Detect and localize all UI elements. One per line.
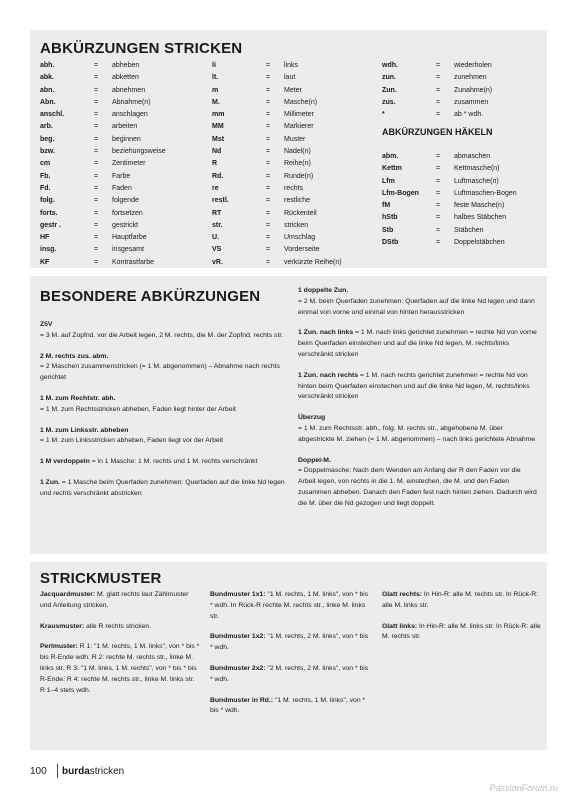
definition-term: Glatt links: xyxy=(382,622,418,630)
abbreviation-meaning: Luftmasche(n) xyxy=(454,177,499,185)
definition-term: Krausmuster: xyxy=(40,622,85,630)
abbreviation-meaning: Markierer xyxy=(284,123,314,131)
abbreviations-title: ABKÜRZUNGEN STRICKEN xyxy=(40,40,243,57)
abbreviation-meaning: verkürzte Reihe(n) xyxy=(284,258,342,266)
abbreviation-row xyxy=(40,60,205,72)
abbreviation-meaning: stricken xyxy=(284,221,309,229)
abbreviation-key: zus. xyxy=(382,98,396,106)
definition-entry xyxy=(298,413,538,445)
definition-text: = 1 M. zum Rechtsstricken abheben, Faden liegt hinter der Arbeit xyxy=(40,405,236,413)
abbreviation-key: gestr . xyxy=(40,221,62,229)
abbreviation-key: Nd xyxy=(212,148,222,156)
abbreviation-key: fM xyxy=(382,202,391,210)
abbreviation-row xyxy=(40,244,205,256)
abbreviation-meaning: Reihe(n) xyxy=(284,160,311,168)
equals-sign: = xyxy=(94,111,99,119)
abbreviation-meaning: beziehungsweise xyxy=(112,148,166,156)
definition-text: = 2 M. beim Querfaden zunehmen: Querfaden auf die linke Nd legen und dann einmal von vorne und einmal von hinten herausstricken xyxy=(298,297,535,316)
abbreviation-key: Lfm-Bogen xyxy=(382,189,419,197)
abbreviation-key: Lfm xyxy=(382,177,395,185)
definition-text: = in 1 Masche: 1 M. rechts und 1 M. rechts verschränkt xyxy=(89,458,258,466)
definition-entry xyxy=(382,622,542,644)
abbreviation-key: hStb xyxy=(382,214,398,222)
abbreviation-key: KF xyxy=(40,258,50,266)
equals-sign: = xyxy=(266,246,271,254)
abbreviation-key: restl. xyxy=(212,197,229,205)
abbreviation-meaning: feste Masche(n) xyxy=(454,202,505,210)
knitting-patterns-column-1 xyxy=(40,590,200,706)
abbreviation-meaning: anschlagen xyxy=(112,111,148,119)
definition-entry xyxy=(40,478,285,500)
abbreviation-key: * xyxy=(382,111,385,119)
equals-sign: = xyxy=(266,111,271,119)
abbreviation-row xyxy=(40,195,205,207)
equals-sign: = xyxy=(94,135,99,143)
definition-entry xyxy=(40,590,200,612)
definition-text: = 1 Masche beim Querfaden zunehmen: Querfaden auf die linke Nd legen und rechts verschränkt abstricken xyxy=(40,478,285,497)
equals-sign: = xyxy=(436,189,441,197)
definition-entry xyxy=(40,622,200,633)
definition-term: Doppel-M. xyxy=(298,456,331,464)
abbreviation-row xyxy=(40,97,205,109)
definition-term: 1 M verdoppeln xyxy=(40,458,90,466)
definition-term: 1 Zun. nach rechts xyxy=(298,371,359,379)
abbreviation-key: Fd. xyxy=(40,184,51,192)
definition-text: "1 M. rechts, 1 M. links", von * bis * wdh. In Rück-R rechte M. rechts str., linke M. links str. xyxy=(210,591,369,620)
definition-entry xyxy=(40,320,285,342)
abbreviation-key: str. xyxy=(212,221,223,229)
equals-sign: = xyxy=(266,160,271,168)
abbreviation-row xyxy=(212,195,382,207)
abbreviation-key: Fb. xyxy=(40,172,51,180)
crochet-abbreviations-column xyxy=(382,151,542,249)
definition-entry xyxy=(298,286,538,318)
definition-term: Jacquardmuster: xyxy=(40,591,96,598)
equals-sign: = xyxy=(436,98,441,106)
definition-term: 1 Zun. xyxy=(40,478,61,486)
equals-sign: = xyxy=(94,123,99,131)
abbreviation-meaning: Millimeter xyxy=(284,111,314,119)
definition-text: In Hin-R: alle M. links str. In Rück-R: alle M. rechts str. xyxy=(382,622,541,641)
equals-sign: = xyxy=(266,197,271,205)
abbreviation-row xyxy=(212,60,382,72)
abbreviation-meaning: Kettmasche(n) xyxy=(454,165,500,173)
abbreviation-meaning: Meter xyxy=(284,86,302,94)
abbreviation-key: arb. xyxy=(40,123,53,131)
abbreviation-key: Rd. xyxy=(212,172,224,180)
definition-text: In Hin-R: alle M. rechts str. In Rück-R: alle M. links str. xyxy=(382,591,538,609)
abbreviation-row xyxy=(212,121,382,133)
definition-text: = Doppelmasche: Nach dem Wenden am Anfang der R den Faden vor die Arbeit legen, von rechts in die 1. M. einstechen, die M. und den Faden zusammen abheben. Danach den Faden fest nach hinten ziehen. Dadurch wird die M. über die Nd gezogen und liegt doppelt. xyxy=(298,467,537,507)
definition-text: M. glatt rechts laut Zählmuster und Anleitung stricken. xyxy=(40,591,189,609)
definition-entry xyxy=(210,664,370,686)
abbreviation-key: R xyxy=(212,160,218,168)
abbreviation-key: Abn. xyxy=(40,98,56,106)
abbreviation-meaning: Nadel(n) xyxy=(284,148,311,156)
abbreviation-key: bzw. xyxy=(40,148,55,156)
abbreviation-key: anschl. xyxy=(40,111,65,119)
definition-text: "1 M. rechts, 1 M. links", von * bis * wdh. xyxy=(210,696,366,715)
equals-sign: = xyxy=(266,135,271,143)
abbreviations-column-2 xyxy=(212,60,382,269)
abbreviation-meaning: Umschlag xyxy=(284,234,316,242)
abbreviation-meaning: beginnen xyxy=(112,135,141,143)
abbreviation-meaning: Masche(n) xyxy=(284,98,318,106)
equals-sign: = xyxy=(94,209,99,217)
abbreviation-row xyxy=(40,208,205,220)
abbreviation-row xyxy=(382,60,542,72)
abbreviation-key: m xyxy=(212,86,219,94)
abbreviation-row xyxy=(212,232,382,244)
abbreviation-row xyxy=(212,158,382,170)
abbreviation-key: abh. xyxy=(40,62,55,69)
abbreviation-row xyxy=(212,183,382,195)
equals-sign: = xyxy=(94,86,99,94)
definition-entry xyxy=(298,371,538,403)
abbreviation-row xyxy=(40,232,205,244)
definition-text: "2 M. rechts, 2 M. links", von * bis * wdh. xyxy=(210,664,369,683)
abbreviation-row xyxy=(212,220,382,232)
abbreviation-row xyxy=(382,200,542,212)
abbreviations-column-1 xyxy=(40,60,205,269)
definition-term: 1 Zun. nach links xyxy=(298,329,354,337)
special-abbreviations-left-column xyxy=(40,320,285,510)
equals-sign: = xyxy=(266,172,271,180)
abbreviation-key: abm. xyxy=(382,153,399,160)
abbreviation-row xyxy=(40,257,205,269)
abbreviation-row xyxy=(40,146,205,158)
abbreviation-meaning: Hauptfarbe xyxy=(112,234,147,242)
abbreviation-row xyxy=(382,85,542,97)
definition-entry xyxy=(210,632,370,654)
abbreviation-row xyxy=(212,257,382,269)
equals-sign: = xyxy=(436,62,441,69)
abbreviation-meaning: Vorderseite xyxy=(284,246,320,254)
abbreviation-key: folg. xyxy=(40,197,55,205)
definition-text: = 3 M. auf Zopfnd. vor die Arbeit legen, 2 M. rechts, die M. der Zopfnd. rechts str. xyxy=(40,331,284,339)
abbreviation-row xyxy=(382,163,542,175)
abbreviation-meaning: Zunahme(n) xyxy=(454,86,493,94)
abbreviation-meaning: arbeiten xyxy=(112,123,138,131)
abbreviation-row xyxy=(382,97,542,109)
equals-sign: = xyxy=(94,172,99,180)
definition-entry xyxy=(210,696,370,718)
abbreviation-meaning: folgende xyxy=(112,197,139,205)
definition-entry xyxy=(40,426,285,448)
equals-sign: = xyxy=(436,214,441,222)
equals-sign: = xyxy=(266,184,271,192)
abbreviation-meaning: wiederholen xyxy=(454,62,492,69)
definition-term: 1 doppelte Zun. xyxy=(298,287,349,294)
abbreviation-meaning: zusammen xyxy=(454,98,489,106)
abbreviation-row xyxy=(212,146,382,158)
equals-sign: = xyxy=(436,165,441,173)
abbreviation-row xyxy=(212,208,382,220)
definition-entry xyxy=(210,590,370,622)
definition-term: Glatt rechts: xyxy=(382,591,423,598)
equals-sign: = xyxy=(266,258,271,266)
definition-term: Bundmuster in Rd.: xyxy=(210,696,274,704)
equals-sign: = xyxy=(436,177,441,185)
abbreviation-meaning: Doppelstäbchen xyxy=(454,239,505,247)
definition-entry xyxy=(382,590,542,612)
definition-term: Überzug xyxy=(298,414,326,422)
abbreviation-row xyxy=(382,225,542,237)
abbreviation-row xyxy=(212,72,382,84)
abbreviation-meaning: halbes Stäbchen xyxy=(454,214,507,222)
abbreviation-key: vR. xyxy=(212,258,223,266)
definition-term: 1 M. zum Rechtstr. abh. xyxy=(40,394,116,402)
abbreviation-row xyxy=(212,109,382,121)
abbreviation-key: Stb xyxy=(382,226,394,234)
abbreviation-row xyxy=(40,109,205,121)
abbreviation-key: lt. xyxy=(212,74,219,82)
definition-term: Bundmuster 1x2: xyxy=(210,633,266,641)
definition-term: Perlmuster: xyxy=(40,643,78,651)
page-footer xyxy=(30,766,47,777)
definition-text: = 1 M. nach rechts gerichtet zunehmen = rechte Nd von hinten beim Querfaden einstechen und auf die linke Nd legen, M. rechts/links verschränkt stricken xyxy=(298,371,530,401)
abbreviation-meaning: Kontrastfarbe xyxy=(112,258,155,266)
abbreviations-column-3 xyxy=(382,60,542,121)
definition-text: = 1 M. zum Linksstricken abheben, Faden liegt vor der Arbeit xyxy=(40,437,224,445)
equals-sign: = xyxy=(266,209,271,217)
equals-sign: = xyxy=(436,202,441,210)
abbreviation-key: beg. xyxy=(40,135,55,143)
equals-sign: = xyxy=(436,86,441,94)
abbreviation-key: RT xyxy=(212,209,222,217)
abbreviation-meaning: Zentimeter xyxy=(112,160,146,168)
abbreviation-key: insg. xyxy=(40,246,57,254)
abbreviation-row xyxy=(40,72,205,84)
definition-entry xyxy=(40,394,285,416)
equals-sign: = xyxy=(436,239,441,247)
abbreviation-key: abk. xyxy=(40,74,55,82)
equals-sign: = xyxy=(266,98,271,106)
abbreviation-row xyxy=(212,134,382,146)
equals-sign: = xyxy=(94,221,99,229)
abbreviation-meaning: Muster xyxy=(284,135,306,143)
abbreviation-key: M. xyxy=(212,98,220,106)
abbreviation-meaning: laut xyxy=(284,74,296,82)
abbreviation-meaning: gestrickt xyxy=(112,221,139,229)
abbreviation-row xyxy=(382,237,542,249)
abbreviation-meaning: Rückenteil xyxy=(284,209,317,217)
special-abbreviations-section xyxy=(30,276,547,554)
definition-text: = 2 Maschen zusammenstricken (= 1 M. abgenommen) – Abnahme nach rechts gerichtet xyxy=(40,363,280,382)
brand-name-bold: burda xyxy=(62,766,90,777)
abbreviation-meaning: links xyxy=(284,62,299,69)
watermark: PassionForum.ru xyxy=(489,783,558,793)
abbreviation-meaning: abmaschen xyxy=(454,153,491,160)
equals-sign: = xyxy=(436,111,441,119)
abbreviation-meaning: Luftmaschen-Bogen xyxy=(454,189,517,197)
abbreviation-meaning: Abnahme(n) xyxy=(112,98,151,106)
definition-entry xyxy=(40,642,200,696)
definition-entry xyxy=(298,456,538,510)
definition-text: "1 M. rechts, 2 M. links", von * bis * wdh. xyxy=(210,633,369,652)
equals-sign: = xyxy=(94,234,99,242)
definition-term: Bundmuster 1x1: xyxy=(210,591,266,598)
knitting-patterns-title: STRICKMUSTER xyxy=(40,570,162,587)
abbreviation-meaning: abnehmen xyxy=(112,86,146,94)
abbreviation-meaning: Stäbchen xyxy=(454,226,484,234)
special-abbreviations-right-column xyxy=(298,286,538,520)
page-number: 100 xyxy=(30,766,47,777)
abbreviation-key: mm xyxy=(212,111,225,119)
abbreviation-row xyxy=(40,158,205,170)
equals-sign: = xyxy=(94,197,99,205)
abbreviation-row xyxy=(382,72,542,84)
equals-sign: = xyxy=(266,148,271,156)
abbreviation-key: HF xyxy=(40,234,50,242)
abbreviation-row xyxy=(382,151,542,163)
equals-sign: = xyxy=(266,86,271,94)
equals-sign: = xyxy=(266,123,271,131)
abbreviation-key: Zun. xyxy=(382,86,397,94)
brand-name-rest: stricken xyxy=(89,766,125,777)
equals-sign: = xyxy=(94,160,99,168)
abbreviation-key: forts. xyxy=(40,209,58,217)
knitting-patterns-section xyxy=(30,562,547,750)
abbreviation-key: re xyxy=(212,184,219,192)
definition-term: 2 M. rechts zus. abm. xyxy=(40,352,109,360)
abbreviation-meaning: restliche xyxy=(284,197,311,205)
equals-sign: = xyxy=(266,234,271,242)
equals-sign: = xyxy=(94,62,99,69)
abbreviation-meaning: ab * wdh. xyxy=(454,111,484,119)
abbreviation-meaning: Farbe xyxy=(112,172,131,180)
equals-sign: = xyxy=(94,258,99,266)
abbreviation-key: wdh. xyxy=(382,62,398,69)
abbreviation-row xyxy=(40,134,205,146)
definition-entry xyxy=(40,457,285,468)
knitting-patterns-column-2 xyxy=(210,590,370,727)
abbreviation-meaning: abketten xyxy=(112,74,139,82)
abbreviation-row xyxy=(212,244,382,256)
abbreviation-meaning: Faden xyxy=(112,184,132,192)
abbreviation-row xyxy=(382,176,542,188)
equals-sign: = xyxy=(436,74,441,82)
equals-sign: = xyxy=(266,221,271,229)
abbreviation-row xyxy=(40,220,205,232)
equals-sign: = xyxy=(266,62,271,69)
abbreviation-row xyxy=(40,85,205,97)
abbreviation-row xyxy=(212,97,382,109)
equals-sign: = xyxy=(436,226,441,234)
definition-term: Bundmuster 2x2: xyxy=(210,664,266,672)
definition-text: = 1 M. zum Rechtsstr. abh., folg. M. rechts str., abgehobene M. über abgestrickte M. ziehen (= 1 M. abgenommen) – nach links gerichtete Abnahme xyxy=(298,424,536,443)
abbreviation-meaning: insgesamt xyxy=(112,246,144,254)
definition-term: 1 M. zum Linksstr. abheben xyxy=(40,426,129,434)
equals-sign: = xyxy=(94,74,99,82)
abbreviation-row xyxy=(40,171,205,183)
abbreviations-section xyxy=(30,30,547,268)
abbreviation-key: cm xyxy=(40,160,51,168)
definition-text: = 1 M. nach links gerichtet zunehmen = rechte Nd von vorne beim Querfaden einstechen und auf die linke Nd legen, M. rechts/links verschränkt stricken xyxy=(298,329,537,358)
abbreviation-key: Kettm xyxy=(382,165,402,173)
equals-sign: = xyxy=(94,148,99,156)
special-abbreviations-title: BESONDERE ABKÜRZUNGEN xyxy=(40,288,261,305)
definition-entry xyxy=(298,328,538,360)
abbreviation-key: Mst xyxy=(212,135,225,143)
abbreviation-key: abn. xyxy=(40,86,55,94)
definition-entry xyxy=(40,352,285,384)
abbreviation-meaning: rechts xyxy=(284,184,304,192)
abbreviation-key: zun. xyxy=(382,74,396,82)
knitting-patterns-column-3 xyxy=(382,590,542,653)
equals-sign: = xyxy=(436,153,441,160)
equals-sign: = xyxy=(94,246,99,254)
abbreviation-row xyxy=(40,183,205,195)
abbreviation-row xyxy=(382,109,542,121)
abbreviation-key: MM xyxy=(212,123,224,131)
equals-sign: = xyxy=(266,74,271,82)
abbreviation-row xyxy=(212,85,382,97)
abbreviation-row xyxy=(382,188,542,200)
brand-logo xyxy=(62,766,124,777)
abbreviation-meaning: zunehmen xyxy=(454,74,487,82)
abbreviation-key: li xyxy=(212,62,216,69)
abbreviation-row xyxy=(382,212,542,224)
equals-sign: = xyxy=(94,184,99,192)
definition-term: Z5V xyxy=(40,321,53,328)
abbreviation-key: DStb xyxy=(382,239,399,247)
abbreviation-key: U. xyxy=(212,234,219,242)
crochet-abbreviations-title: ABKÜRZUNGEN HÄKELN xyxy=(382,127,493,137)
abbreviation-meaning: abheben xyxy=(112,62,140,69)
footer-divider xyxy=(57,764,58,778)
abbreviation-meaning: fortsetzen xyxy=(112,209,143,217)
definition-text: alle R rechts stricken. xyxy=(84,622,152,630)
abbreviation-row xyxy=(212,171,382,183)
abbreviation-row xyxy=(40,121,205,133)
abbreviation-key: VS xyxy=(212,246,222,254)
abbreviation-meaning: Runde(n) xyxy=(284,172,314,180)
definition-text: R 1: "1 M. rechts, 1 M. links", von * bis * bis R-Ende wdh. R 2: rechte M. rechts str., linke M. links str. R 3: "1 M. links, 1 M. rechts", von * bis * bis R-Ende. R 4: rechte M. rechts str., linke M. links str. R 1–4 stets wdh. xyxy=(40,643,200,694)
equals-sign: = xyxy=(94,98,99,106)
